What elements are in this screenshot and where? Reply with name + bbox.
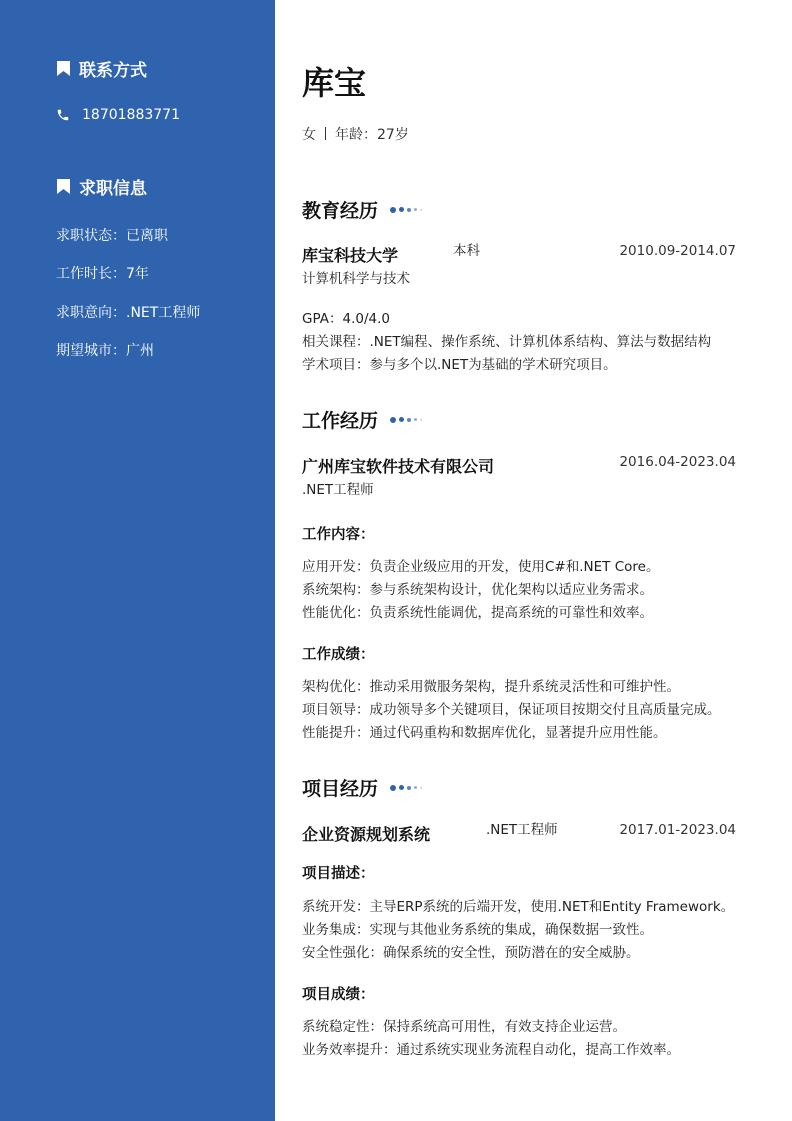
project-result-heading: 项目成绩： xyxy=(302,987,375,1003)
job-intention xyxy=(56,302,200,322)
basic-info xyxy=(302,124,409,144)
job-heading xyxy=(56,174,147,199)
contact-heading-label: 联系方式 xyxy=(79,61,147,81)
education-title-text: 教育经历 xyxy=(302,200,379,222)
divider xyxy=(325,127,326,140)
job-status-value: 已离职 xyxy=(126,228,168,244)
work-achievement-item: 性能提升：通过代码重构和数据库优化，显著提升应用性能。 xyxy=(302,725,667,741)
work-achievement-item: 架构优化：推动采用微服务架构，提升系统灵活性和可维护性。 xyxy=(302,679,680,695)
work-section-title xyxy=(302,406,425,433)
dots-decoration xyxy=(390,785,425,791)
project-name: 企业资源规划系统 xyxy=(302,825,431,844)
job-heading-label: 求职信息 xyxy=(79,179,147,199)
school-name: 库宝科技大学 xyxy=(302,246,399,265)
dots-decoration xyxy=(390,417,425,423)
work-years xyxy=(56,263,149,283)
project-desc-item: 业务集成：实现与其他业务系统的集成，确保数据一致性。 xyxy=(302,922,653,938)
gender: 女 xyxy=(302,127,316,143)
bookmark-icon xyxy=(56,178,71,195)
work-content-item: 系统架构：参与系统架构设计，优化架构以适应业务需求。 xyxy=(302,582,653,598)
project-result-item: 业务效率提升：通过系统实现业务流程自动化，提高工作效率。 xyxy=(302,1042,680,1058)
education-detail-courses: 相关课程：.NET编程、操作系统、计算机体系结构、算法与数据结构 xyxy=(302,334,712,350)
company-name: 广州库宝软件技术有限公司 xyxy=(302,457,495,476)
contact-heading xyxy=(56,56,147,81)
dots-decoration xyxy=(390,207,425,213)
project-date: 2017.01-2023.04 xyxy=(619,822,736,838)
phone-row xyxy=(56,107,180,123)
project-title-text: 项目经历 xyxy=(302,778,379,800)
work-years-value: 7年 xyxy=(126,266,149,282)
major: 计算机科学与技术 xyxy=(302,271,410,287)
work-position: .NET工程师 xyxy=(302,482,374,498)
education-section-title xyxy=(302,196,425,223)
job-status-label: 求职状态： xyxy=(56,228,126,244)
project-desc-item: 安全性强化：确保系统的安全性，预防潜在的安全威胁。 xyxy=(302,945,640,961)
job-intention-value: .NET工程师 xyxy=(126,305,201,321)
sidebar xyxy=(0,0,275,1121)
work-years-label: 工作时长： xyxy=(56,266,126,282)
work-content-item: 应用开发：负责企业级应用的开发，使用C#和.NET Core。 xyxy=(302,559,660,575)
work-achievement-heading: 工作成绩： xyxy=(302,647,375,663)
expected-city-label: 期望城市： xyxy=(56,343,126,359)
candidate-name: 库宝 xyxy=(302,64,367,102)
main-content xyxy=(302,0,742,1121)
work-title-text: 工作经历 xyxy=(302,410,379,432)
job-status xyxy=(56,225,168,245)
degree: 本科 xyxy=(453,243,480,259)
work-achievement-item: 项目领导：成功领导多个关键项目，保证项目按期交付且高质量完成。 xyxy=(302,702,721,718)
project-desc-heading: 项目描述： xyxy=(302,866,375,882)
age-label: 年龄： xyxy=(335,127,377,143)
project-desc-item: 系统开发：主导ERP系统的后端开发，使用.NET和Entity Framework。 xyxy=(302,899,735,915)
bookmark-icon xyxy=(56,60,71,77)
work-content-item: 性能优化：负责系统性能调优，提高系统的可靠性和效率。 xyxy=(302,605,653,621)
work-content-heading: 工作内容： xyxy=(302,527,375,543)
age-value: 27岁 xyxy=(377,127,409,143)
education-date: 2010.09-2014.07 xyxy=(619,243,736,259)
education-detail-projects: 学术项目：参与多个以.NET为基础的学术研究项目。 xyxy=(302,357,617,373)
project-result-item: 系统稳定性：保持系统高可用性，有效支持企业运营。 xyxy=(302,1019,626,1035)
work-date: 2016.04-2023.04 xyxy=(619,454,736,470)
phone-number: 18701883771 xyxy=(82,107,180,123)
project-role: .NET工程师 xyxy=(486,822,558,838)
education-detail-gpa: GPA：4.0/4.0 xyxy=(302,311,390,327)
expected-city xyxy=(56,340,154,360)
phone-icon xyxy=(56,108,70,122)
project-section-title xyxy=(302,774,425,801)
job-intention-label: 求职意向： xyxy=(56,305,126,321)
expected-city-value: 广州 xyxy=(126,343,154,359)
